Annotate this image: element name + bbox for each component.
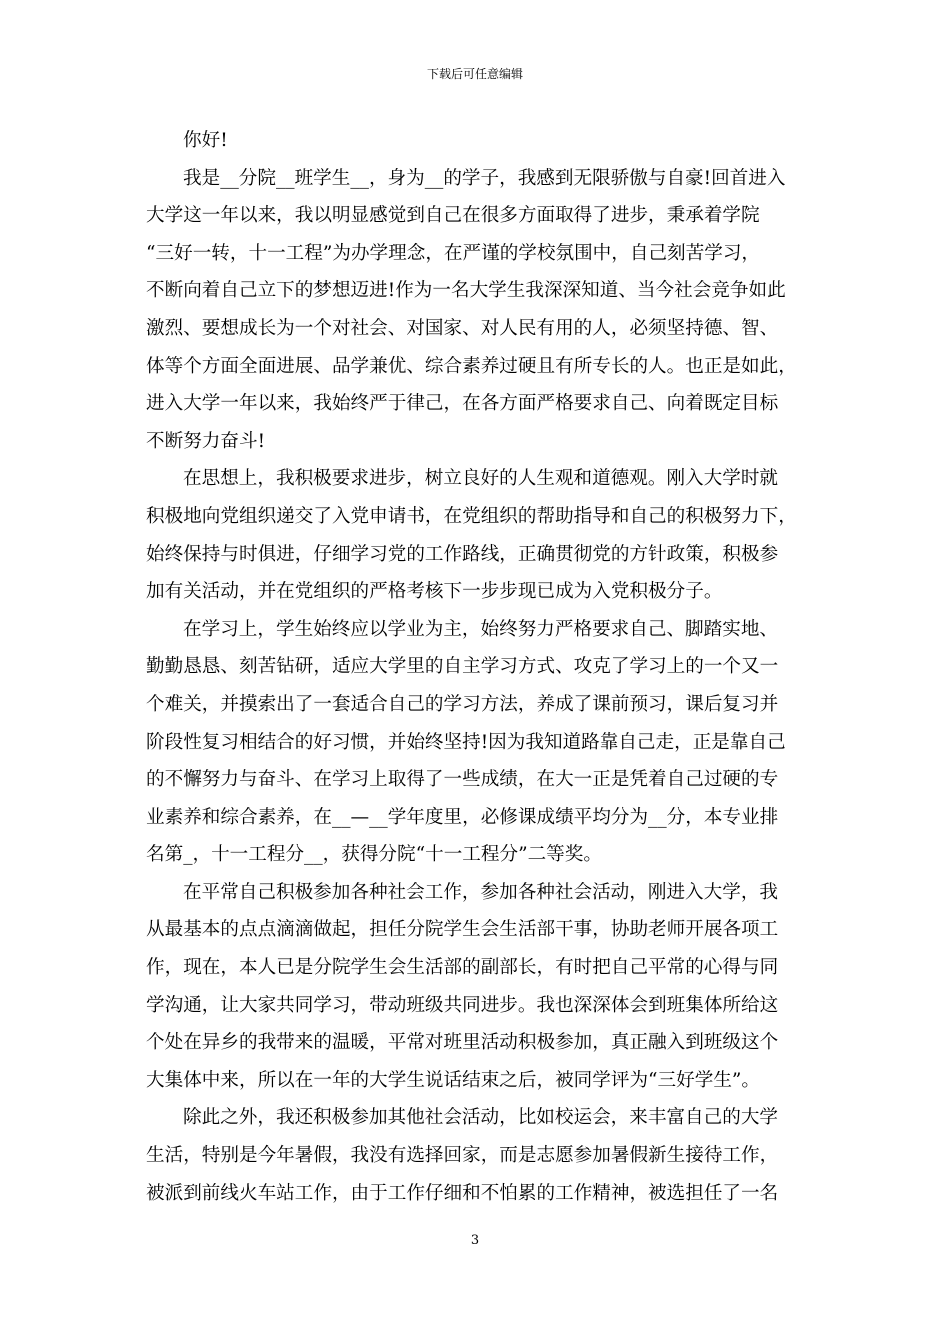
paragraph-social-work-line: 从最基本的点点滴滴做起，担任分院学生会生活部干事，协助老师开展各项工 xyxy=(146,919,779,941)
paragraph-intro-line: 我是__分院__班学生__，身为__的学子，我感到无限骄傲与自豪!回首进入 xyxy=(183,167,786,189)
paragraph-study-line: 的不懈努力与奋斗、在学习上取得了一些成绩，在大一正是凭着自己过硬的专 xyxy=(146,769,779,791)
paragraph-intro-line: 进入大学一年以来，我始终严于律己，在各方面严格要求自己、向着既定目标 xyxy=(146,393,779,415)
paragraph-activities-line: 生活，特别是今年暑假，我没有选择回家，而是志愿参加暑假新生接待工作， xyxy=(146,1145,779,1167)
paragraph-social-work-line: 大集体中来，所以在一年的大学生说话结束之后，被同学评为“三好学生”。 xyxy=(146,1069,761,1091)
paragraph-ideology-line: 积极地向党组织递交了入党申请书，在党组织的帮助指导和自己的积极努力下， xyxy=(146,505,797,527)
paragraph-intro-line: 体等个方面全面进展、品学兼优、综合素养过硬且有所专长的人。也正是如此， xyxy=(146,355,797,377)
greeting-line: 你好! xyxy=(183,130,228,151)
paragraph-study-line: 勤勤恳恳、刻苦钻研，适应大学里的自主学习方式、攻克了学习上的一个又一 xyxy=(146,656,779,678)
page-header: 下载后可任意编辑 xyxy=(426,67,523,81)
document-body xyxy=(146,122,810,1212)
paragraph-ideology-line: 始终保持与时俱进，仔细学习党的工作路线，正确贯彻党的方针政策，积极参 xyxy=(146,543,779,565)
paragraph-social-work-line: 作，现在，本人已是分院学生会生活部的副部长，有时把自己平常的心得与同 xyxy=(146,957,779,979)
paragraph-intro-line: “三好一转，十一工程”为办学理念，在严谨的学校氛围中，自己刻苦学习， xyxy=(146,242,761,264)
paragraph-study-line: 在学习上，学生始终应以学业为主，始终努力严格要求自己、脚踏实地、 xyxy=(183,618,779,640)
paragraph-ideology-line: 在思想上，我积极要求进步，树立良好的人生观和道德观。刚入大学时就 xyxy=(183,468,779,490)
paragraph-social-work-line: 在平常自己积极参加各种社会工作，参加各种社会活动，刚进入大学，我 xyxy=(183,881,779,903)
paragraph-activities-line: 被派到前线火车站工作，由于工作仔细和不怕累的工作精神，被选担任了一名 xyxy=(146,1182,779,1204)
paragraph-social-work-line: 学沟通，让大家共同学习，带动班级共同进步。我也深深体会到班集体所给这 xyxy=(146,994,779,1016)
page-number: 3 xyxy=(470,1233,480,1248)
paragraph-intro-line: 大学这一年以来，我以明显感觉到自己在很多方面取得了进步，秉承着学院 xyxy=(146,205,760,227)
paragraph-intro-line: 激烈、要想成长为一个对社会、对国家、对人民有用的人，必须坚持德、智、 xyxy=(146,317,779,339)
paragraph-study-line: 个难关，并摸索出了一套适合自己的学习方法，养成了课前预习，课后复习并 xyxy=(146,693,779,715)
paragraph-intro-line: 不断向着自己立下的梦想迈进!作为一名大学生我深深知道、当今社会竞争如此 xyxy=(146,280,786,302)
paragraph-study-line: 名第_，十一工程分__，获得分院“十一工程分”二等奖。 xyxy=(146,844,602,866)
paragraph-study-line: 阶段性复习相结合的好习惯，并始终坚持!因为我知道路靠自己走，正是靠自己 xyxy=(146,731,786,753)
paragraph-ideology-line: 加有关活动，并在党组织的严格考核下一步步现已成为入党积极分子。 xyxy=(146,581,723,603)
paragraph-intro-line: 不断努力奋斗! xyxy=(146,430,266,452)
paragraph-activities-line: 除此之外，我还积极参加其他社会活动，比如校运会，来丰富自己的大学 xyxy=(183,1107,779,1129)
paragraph-study-line: 业素养和综合素养，在__—__学年度里，必修课成绩平均分为__分，本专业排 xyxy=(146,806,779,828)
paragraph-social-work-line: 个处在异乡的我带来的温暖，平常对班里活动积极参加，真正融入到班级这个 xyxy=(146,1032,779,1054)
